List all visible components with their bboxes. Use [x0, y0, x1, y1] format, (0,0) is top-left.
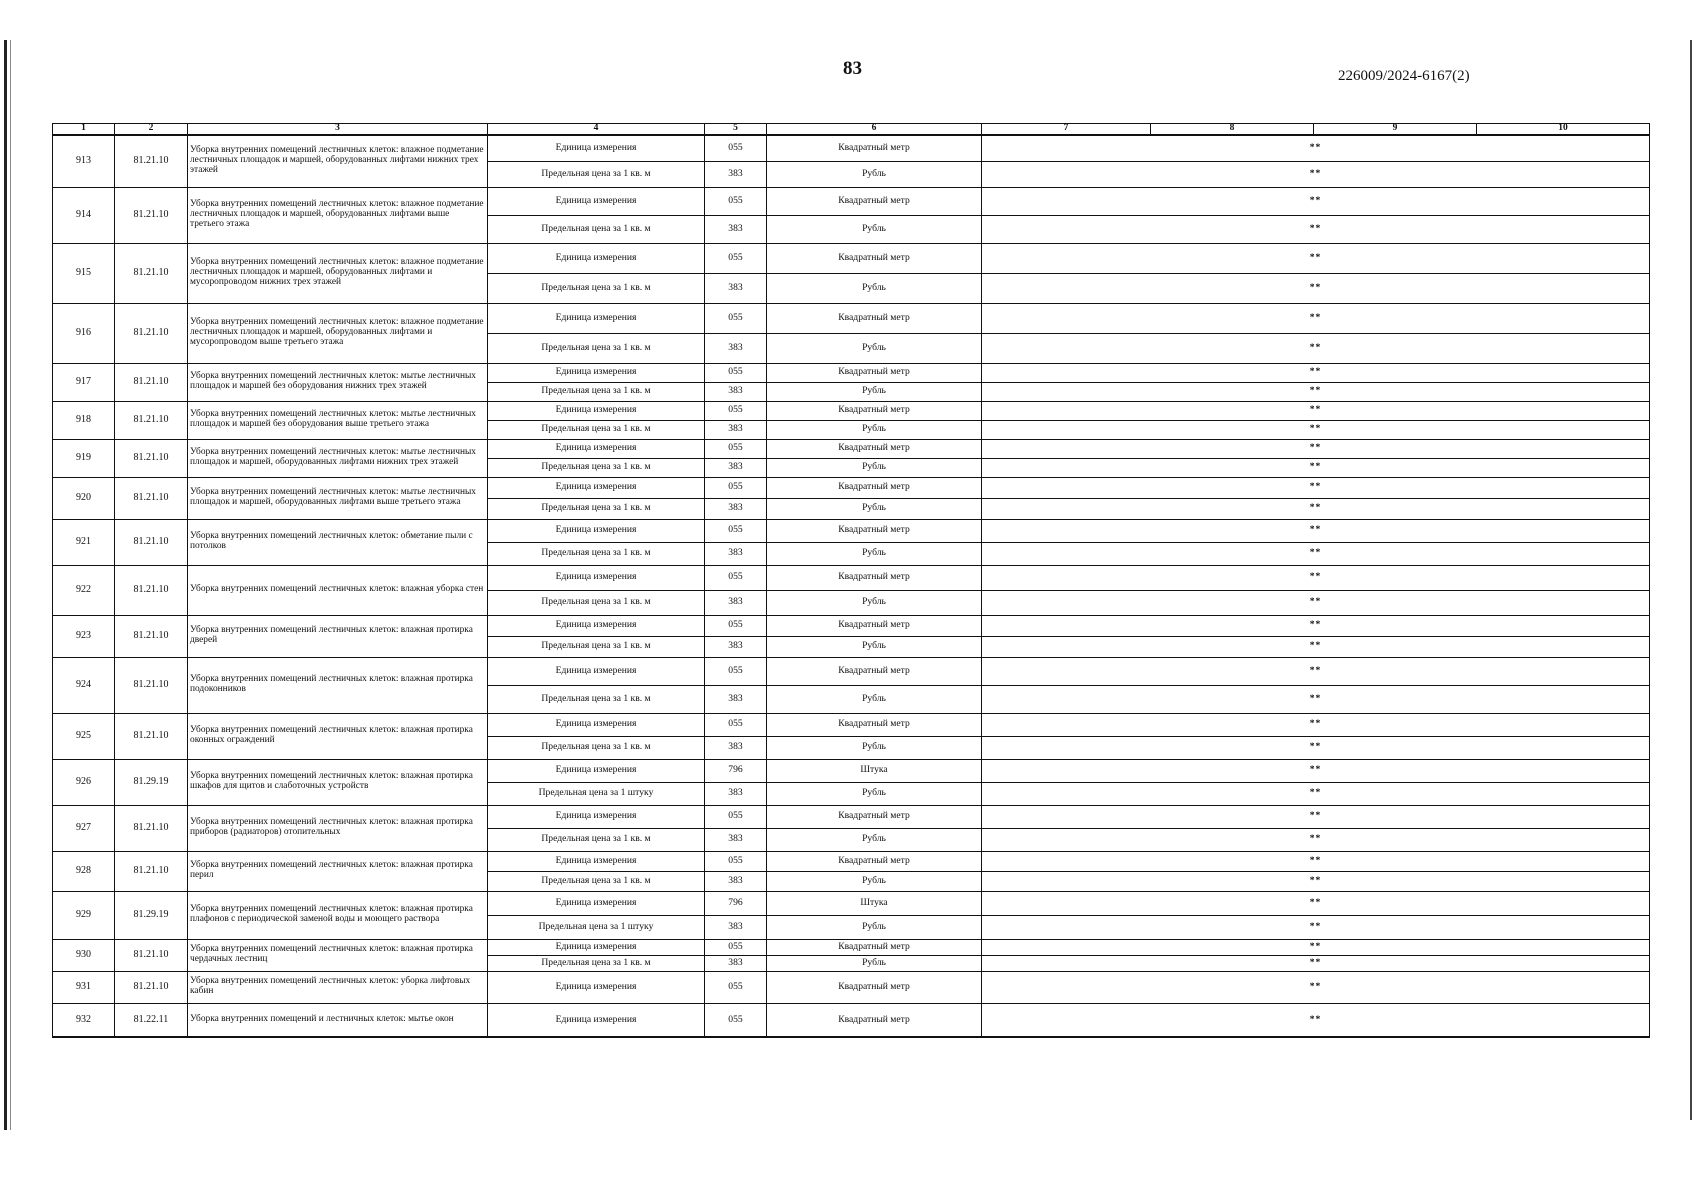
row-number: 919	[53, 439, 115, 477]
service-description: Уборка внутренних помещений лестничных клеток: влажная протирка подоконников	[188, 657, 488, 713]
unit-name: Рубль	[767, 420, 982, 439]
okei-code: 383	[705, 736, 767, 759]
row-number: 922	[53, 565, 115, 615]
parameter-label: Единица измерения	[488, 615, 705, 636]
okei-code: 383	[705, 333, 767, 363]
parameter-value: **	[982, 401, 1650, 420]
okei-code: 055	[705, 187, 767, 215]
parameter-label: Единица измерения	[488, 401, 705, 420]
service-description: Уборка внутренних помещений лестничных клеток: влажная протирка шкафов для щитов и слаботочных устройств	[188, 759, 488, 805]
table-row	[53, 939, 1650, 955]
parameter-label: Предельная цена за 1 кв. м	[488, 955, 705, 971]
unit-name: Квадратный метр	[767, 713, 982, 736]
table-row	[53, 187, 1650, 215]
unit-name: Рубль	[767, 215, 982, 243]
okpd-code: 81.22.11	[115, 1003, 188, 1037]
row-number: 932	[53, 1003, 115, 1037]
parameter-value: **	[982, 1003, 1650, 1037]
row-number: 920	[53, 477, 115, 519]
okei-code: 055	[705, 519, 767, 542]
okei-code: 383	[705, 915, 767, 939]
okei-code: 055	[705, 135, 767, 161]
parameter-value: **	[982, 458, 1650, 477]
parameter-value: **	[982, 891, 1650, 915]
okpd-code: 81.21.10	[115, 713, 188, 759]
okei-code: 383	[705, 161, 767, 187]
okei-code: 055	[705, 713, 767, 736]
table-row	[53, 851, 1650, 871]
row-number: 928	[53, 851, 115, 891]
okei-code: 055	[705, 401, 767, 420]
table-row	[53, 135, 1650, 161]
okpd-code: 81.21.10	[115, 851, 188, 891]
service-description: Уборка внутренних помещений лестничных клеток: уборка лифтовых кабин	[188, 971, 488, 1003]
unit-name: Квадратный метр	[767, 1003, 982, 1037]
unit-name: Рубль	[767, 542, 982, 565]
row-number: 923	[53, 615, 115, 657]
okei-code: 055	[705, 851, 767, 871]
parameter-label: Предельная цена за 1 кв. м	[488, 333, 705, 363]
registry-body	[53, 135, 1650, 1037]
column-header: 8	[1151, 124, 1314, 136]
parameter-value: **	[982, 135, 1650, 161]
okei-code: 383	[705, 215, 767, 243]
okpd-code: 81.29.19	[115, 891, 188, 939]
service-description: Уборка внутренних помещений лестничных клеток: влажная протирка плафонов с периодической заменой воды и моющего раствора	[188, 891, 488, 939]
parameter-label: Единица измерения	[488, 939, 705, 955]
table-row	[53, 713, 1650, 736]
page-number: 83	[843, 58, 862, 79]
okei-code: 796	[705, 759, 767, 782]
okpd-code: 81.21.10	[115, 615, 188, 657]
parameter-value: **	[982, 955, 1650, 971]
okei-code: 383	[705, 871, 767, 891]
parameter-value: **	[982, 382, 1650, 401]
unit-name: Рубль	[767, 590, 982, 615]
unit-name: Квадратный метр	[767, 477, 982, 498]
okei-code: 383	[705, 828, 767, 851]
parameter-label: Предельная цена за 1 кв. м	[488, 590, 705, 615]
parameter-label: Единица измерения	[488, 713, 705, 736]
column-number-row	[53, 124, 1650, 136]
okpd-code: 81.21.10	[115, 939, 188, 971]
okei-code: 055	[705, 939, 767, 955]
unit-name: Рубль	[767, 782, 982, 805]
okpd-code: 81.21.10	[115, 805, 188, 851]
okpd-code: 81.21.10	[115, 971, 188, 1003]
parameter-value: **	[982, 590, 1650, 615]
parameter-label: Предельная цена за 1 кв. м	[488, 161, 705, 187]
row-number: 927	[53, 805, 115, 851]
okei-code: 055	[705, 971, 767, 1003]
service-description: Уборка внутренних помещений лестничных клеток: влажная протирка перил	[188, 851, 488, 891]
row-number: 918	[53, 401, 115, 439]
unit-name: Квадратный метр	[767, 439, 982, 458]
parameter-value: **	[982, 636, 1650, 657]
parameter-value: **	[982, 782, 1650, 805]
okei-code: 055	[705, 303, 767, 333]
unit-name: Квадратный метр	[767, 805, 982, 828]
service-description: Уборка внутренних помещений лестничных клеток: мытье лестничных площадок и маршей, оборудованных лифтами нижних трех этажей	[188, 439, 488, 477]
okpd-code: 81.21.10	[115, 187, 188, 243]
parameter-value: **	[982, 542, 1650, 565]
table-row	[53, 1003, 1650, 1037]
unit-name: Квадратный метр	[767, 401, 982, 420]
unit-name: Квадратный метр	[767, 615, 982, 636]
parameter-value: **	[982, 498, 1650, 519]
parameter-value: **	[982, 439, 1650, 458]
row-number: 925	[53, 713, 115, 759]
parameter-value: **	[982, 477, 1650, 498]
parameter-value: **	[982, 187, 1650, 215]
parameter-label: Единица измерения	[488, 135, 705, 161]
parameter-value: **	[982, 215, 1650, 243]
okpd-code: 81.29.19	[115, 759, 188, 805]
row-number: 926	[53, 759, 115, 805]
table-row	[53, 759, 1650, 782]
parameter-value: **	[982, 851, 1650, 871]
okei-code: 383	[705, 782, 767, 805]
parameter-label: Единица измерения	[488, 303, 705, 333]
row-number: 913	[53, 135, 115, 187]
table-row	[53, 401, 1650, 420]
table-row	[53, 477, 1650, 498]
unit-name: Рубль	[767, 382, 982, 401]
parameter-label: Предельная цена за 1 кв. м	[488, 871, 705, 891]
parameter-label: Единица измерения	[488, 891, 705, 915]
unit-name: Квадратный метр	[767, 565, 982, 590]
parameter-label: Единица измерения	[488, 363, 705, 382]
okpd-code: 81.21.10	[115, 565, 188, 615]
row-number: 930	[53, 939, 115, 971]
okei-code: 796	[705, 891, 767, 915]
unit-name: Квадратный метр	[767, 657, 982, 685]
unit-name: Рубль	[767, 828, 982, 851]
parameter-label: Единица измерения	[488, 565, 705, 590]
service-description: Уборка внутренних помещений лестничных клеток: мытье лестничных площадок и маршей без оборудования выше третьего этажа	[188, 401, 488, 439]
unit-name: Рубль	[767, 871, 982, 891]
parameter-value: **	[982, 805, 1650, 828]
service-description: Уборка внутренних помещений лестничных клеток: мытье лестничных площадок и маршей, оборудованных лифтами выше третьего этажа	[188, 477, 488, 519]
table-row	[53, 891, 1650, 915]
column-header: 4	[488, 124, 705, 136]
table-row	[53, 439, 1650, 458]
parameter-value: **	[982, 759, 1650, 782]
unit-name: Квадратный метр	[767, 519, 982, 542]
service-description: Уборка внутренних помещений лестничных клеток: влажная протирка оконных ограждений	[188, 713, 488, 759]
parameter-label: Единица измерения	[488, 1003, 705, 1037]
column-header: 6	[767, 124, 982, 136]
parameter-value: **	[982, 519, 1650, 542]
table-row	[53, 657, 1650, 685]
okei-code: 383	[705, 542, 767, 565]
parameter-label: Единица измерения	[488, 519, 705, 542]
service-description: Уборка внутренних помещений лестничных клеток: влажная протирка приборов (радиаторов) отопительных	[188, 805, 488, 851]
okei-code: 055	[705, 565, 767, 590]
column-header: 9	[1314, 124, 1477, 136]
unit-name: Рубль	[767, 636, 982, 657]
parameter-value: **	[982, 243, 1650, 273]
price-registry-table	[52, 123, 1650, 1038]
parameter-label: Предельная цена за 1 кв. м	[488, 685, 705, 713]
table-row	[53, 519, 1650, 542]
unit-name: Квадратный метр	[767, 971, 982, 1003]
okei-code: 055	[705, 363, 767, 382]
okei-code: 383	[705, 685, 767, 713]
parameter-value: **	[982, 828, 1650, 851]
parameter-label: Единица измерения	[488, 851, 705, 871]
okei-code: 383	[705, 636, 767, 657]
parameter-value: **	[982, 657, 1650, 685]
service-description: Уборка внутренних помещений лестничных клеток: влажная протирка чердачных лестниц	[188, 939, 488, 971]
unit-name: Рубль	[767, 161, 982, 187]
unit-name: Рубль	[767, 685, 982, 713]
column-header: 7	[982, 124, 1151, 136]
parameter-label: Предельная цена за 1 кв. м	[488, 215, 705, 243]
service-description: Уборка внутренних помещений лестничных клеток: мытье лестничных площадок и маршей без оборудования нижних трех этажей	[188, 363, 488, 401]
table-row	[53, 565, 1650, 590]
parameter-label: Единица измерения	[488, 971, 705, 1003]
service-description: Уборка внутренних помещений и лестничных клеток: мытье окон	[188, 1003, 488, 1037]
parameter-label: Единица измерения	[488, 759, 705, 782]
parameter-value: **	[982, 939, 1650, 955]
parameter-label: Предельная цена за 1 штуку	[488, 915, 705, 939]
parameter-label: Предельная цена за 1 кв. м	[488, 420, 705, 439]
unit-name: Рубль	[767, 498, 982, 519]
unit-name: Квадратный метр	[767, 243, 982, 273]
unit-name: Рубль	[767, 955, 982, 971]
service-description: Уборка внутренних помещений лестничных клеток: обметание пыли с потолков	[188, 519, 488, 565]
okei-code: 383	[705, 420, 767, 439]
parameter-value: **	[982, 420, 1650, 439]
parameter-label: Предельная цена за 1 кв. м	[488, 636, 705, 657]
parameter-label: Предельная цена за 1 кв. м	[488, 382, 705, 401]
parameter-value: **	[982, 303, 1650, 333]
scan-edge-mark	[1690, 40, 1692, 1120]
parameter-value: **	[982, 161, 1650, 187]
okei-code: 383	[705, 458, 767, 477]
document-number: 226009/2024-6167(2)	[1338, 68, 1470, 84]
unit-name: Штука	[767, 759, 982, 782]
service-description: Уборка внутренних помещений лестничных клеток: влажное подметание лестничных площадок и маршей, оборудованных лифтами выше третьего этажа	[188, 187, 488, 243]
service-description: Уборка внутренних помещений лестничных клеток: влажное подметание лестничных площадок и маршей, оборудованных лифтами нижних трех этажей	[188, 135, 488, 187]
unit-name: Рубль	[767, 273, 982, 303]
parameter-label: Предельная цена за 1 кв. м	[488, 542, 705, 565]
parameter-label: Единица измерения	[488, 439, 705, 458]
table-row	[53, 971, 1650, 1003]
table-row	[53, 805, 1650, 828]
column-header: 5	[705, 124, 767, 136]
unit-name: Квадратный метр	[767, 851, 982, 871]
unit-name: Квадратный метр	[767, 303, 982, 333]
unit-name: Квадратный метр	[767, 187, 982, 215]
okpd-code: 81.21.10	[115, 135, 188, 187]
column-header: 2	[115, 124, 188, 136]
parameter-value: **	[982, 565, 1650, 590]
table-row	[53, 615, 1650, 636]
parameter-label: Предельная цена за 1 штуку	[488, 782, 705, 805]
parameter-label: Единица измерения	[488, 187, 705, 215]
unit-name: Квадратный метр	[767, 939, 982, 955]
okei-code: 055	[705, 657, 767, 685]
row-number: 924	[53, 657, 115, 713]
okpd-code: 81.21.10	[115, 303, 188, 363]
okei-code: 383	[705, 498, 767, 519]
okei-code: 383	[705, 273, 767, 303]
row-number: 915	[53, 243, 115, 303]
parameter-value: **	[982, 685, 1650, 713]
okei-code: 383	[705, 590, 767, 615]
okei-code: 055	[705, 805, 767, 828]
parameter-value: **	[982, 971, 1650, 1003]
okpd-code: 81.21.10	[115, 243, 188, 303]
unit-name: Квадратный метр	[767, 135, 982, 161]
okpd-code: 81.21.10	[115, 439, 188, 477]
parameter-value: **	[982, 915, 1650, 939]
unit-name: Рубль	[767, 736, 982, 759]
parameter-value: **	[982, 615, 1650, 636]
parameter-value: **	[982, 713, 1650, 736]
parameter-label: Предельная цена за 1 кв. м	[488, 736, 705, 759]
unit-name: Рубль	[767, 458, 982, 477]
parameter-label: Единица измерения	[488, 477, 705, 498]
unit-name: Штука	[767, 891, 982, 915]
row-number: 929	[53, 891, 115, 939]
parameter-value: **	[982, 363, 1650, 382]
scan-edge-mark	[4, 40, 7, 1130]
unit-name: Рубль	[767, 333, 982, 363]
parameter-label: Единица измерения	[488, 243, 705, 273]
okei-code: 055	[705, 439, 767, 458]
service-description: Уборка внутренних помещений лестничных клеток: влажная протирка дверей	[188, 615, 488, 657]
service-description: Уборка внутренних помещений лестничных клеток: влажное подметание лестничных площадок и маршей, оборудованных лифтами и мусоропроводом нижних трех этажей	[188, 243, 488, 303]
parameter-value: **	[982, 333, 1650, 363]
service-description: Уборка внутренних помещений лестничных клеток: влажное подметание лестничных площадок и маршей, оборудованных лифтами и мусоропроводом выше третьего этажа	[188, 303, 488, 363]
okei-code: 055	[705, 1003, 767, 1037]
row-number: 916	[53, 303, 115, 363]
row-number: 914	[53, 187, 115, 243]
okpd-code: 81.21.10	[115, 657, 188, 713]
okei-code: 055	[705, 243, 767, 273]
okei-code: 055	[705, 615, 767, 636]
okpd-code: 81.21.10	[115, 401, 188, 439]
parameter-value: **	[982, 871, 1650, 891]
parameter-label: Предельная цена за 1 кв. м	[488, 828, 705, 851]
scan-edge-mark	[10, 40, 11, 1130]
parameter-label: Единица измерения	[488, 805, 705, 828]
table-row	[53, 303, 1650, 333]
row-number: 921	[53, 519, 115, 565]
parameter-value: **	[982, 736, 1650, 759]
row-number: 917	[53, 363, 115, 401]
unit-name: Квадратный метр	[767, 363, 982, 382]
okei-code: 383	[705, 382, 767, 401]
okei-code: 055	[705, 477, 767, 498]
service-description: Уборка внутренних помещений лестничных клеток: влажная уборка стен	[188, 565, 488, 615]
table-row	[53, 243, 1650, 273]
okpd-code: 81.21.10	[115, 519, 188, 565]
column-header: 3	[188, 124, 488, 136]
column-header: 1	[53, 124, 115, 136]
parameter-label: Предельная цена за 1 кв. м	[488, 498, 705, 519]
parameter-label: Единица измерения	[488, 657, 705, 685]
unit-name: Рубль	[767, 915, 982, 939]
table-row	[53, 363, 1650, 382]
parameter-label: Предельная цена за 1 кв. м	[488, 458, 705, 477]
parameter-label: Предельная цена за 1 кв. м	[488, 273, 705, 303]
row-number: 931	[53, 971, 115, 1003]
parameter-value: **	[982, 273, 1650, 303]
okpd-code: 81.21.10	[115, 363, 188, 401]
column-header: 10	[1477, 124, 1650, 136]
okpd-code: 81.21.10	[115, 477, 188, 519]
okei-code: 383	[705, 955, 767, 971]
